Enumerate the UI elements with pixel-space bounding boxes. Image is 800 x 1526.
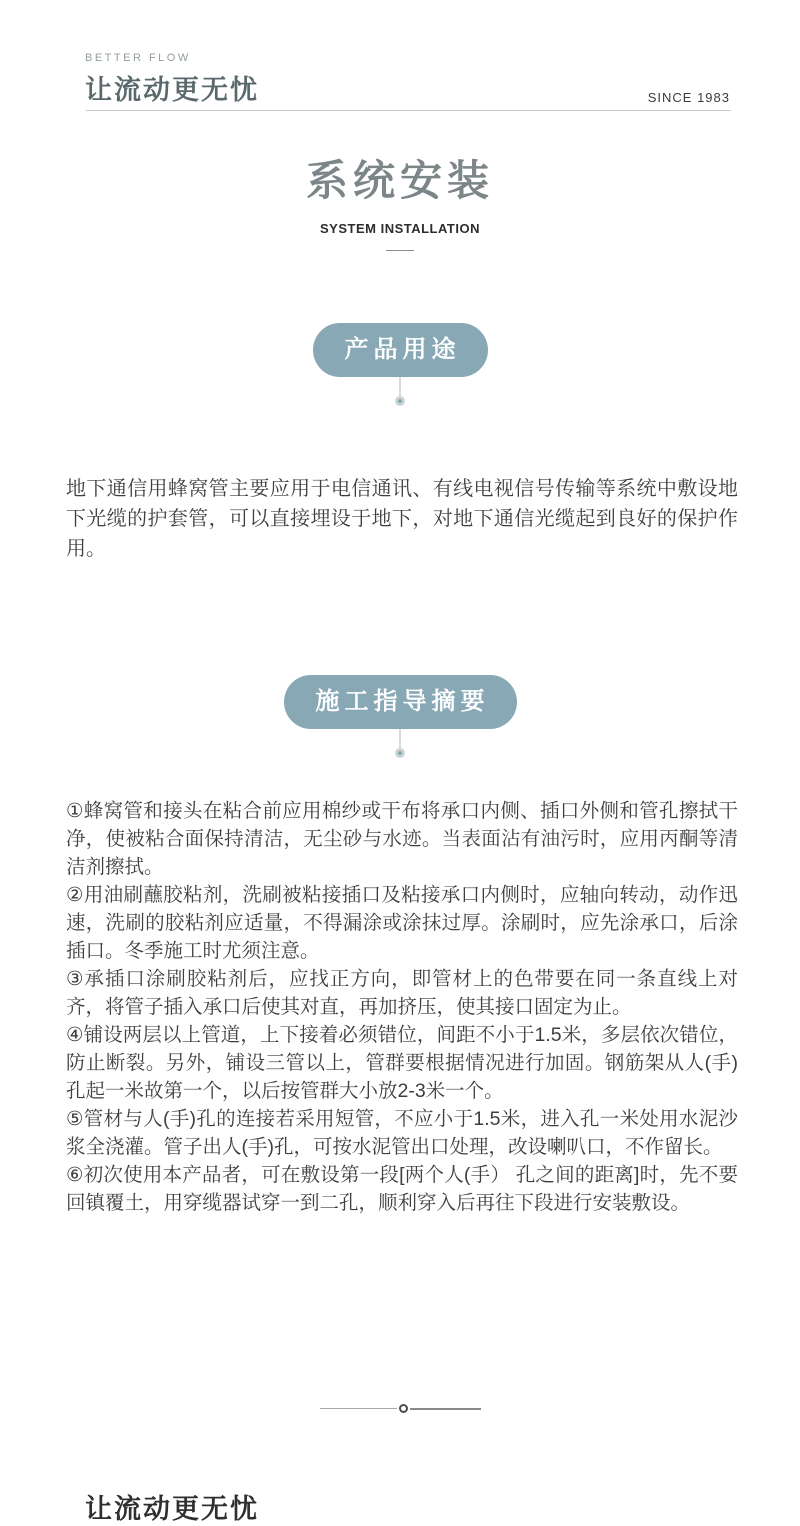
page-subtitle: SYSTEM INSTALLATION — [320, 221, 480, 236]
guidance-item-5: ⑤管材与人(手)孔的连接若采用短管，不应小于1.5米，进入孔一米处用水泥沙浆全浇灌。管子出人(手)孔，可按水泥管出口处理，改设喇叭口，不作留长。 — [66, 1108, 738, 1158]
connector-line — [399, 377, 401, 396]
footer-divider — [0, 1404, 800, 1413]
header-divider-line — [86, 110, 731, 111]
guidance-item-1: ①蜂窝管和接头在粘合前应用棉纱或干布将承口内侧、插口外侧和管孔擦拭干净，使被粘合面保持清洁，无尘砂与水迹。当表面沾有油污时，应用丙酮等清洁剂擦拭。 — [66, 800, 738, 878]
section-connector — [0, 377, 800, 406]
footer-circle-icon — [399, 1404, 408, 1413]
connector-dot-icon — [395, 748, 405, 758]
section-connector — [0, 729, 800, 758]
page-title: 系统安装 — [305, 157, 494, 204]
guidance-list — [66, 797, 738, 1217]
guidance-item-6: ⑥初次使用本产品者，可在敷设第一段[两个人(手） 孔之间的距离]时，先不要回镇覆土，用穿缆器试穿一到二孔，顺利穿入后再往下段进行安装敷设。 — [66, 1164, 738, 1214]
guidance-item-3: ③承插口涂刷胶粘剂后，应找正方向，即管材上的色带要在同一条直线上对齐，将管子插入承口后使其对直，再加挤压，使其接口固定为止。 — [66, 968, 738, 1018]
product-use-badge: 产品用途 — [313, 323, 488, 377]
footer-line-left — [320, 1408, 397, 1409]
title-block — [0, 148, 800, 251]
brand-logo: 让流动更无忧 — [85, 75, 259, 105]
since-label: SINCE 1983 — [647, 90, 730, 105]
section-guidance-header — [0, 675, 800, 758]
header — [85, 52, 730, 107]
footer-line-right — [410, 1408, 481, 1410]
guidance-item-2: ②用油刷蘸胶粘剂，洗刷被粘接插口及粘接承口内侧时，应轴向转动，动作迅速，洗刷的胶粘剂应适量，不得漏涂或涂抹过厚。涂刷时，应先涂承口，后涂插口。冬季施工时尤须注意。 — [66, 884, 738, 962]
title-divider-line — [386, 250, 414, 251]
section-product-use-header — [0, 323, 800, 406]
brand-tagline-en: BETTER FLOW — [85, 52, 191, 64]
guidance-item-4: ④铺设两层以上管道，上下接着必须错位，间距不小于1.5米，多层依次错位，防止断裂。另外，铺设三管以上，管群要根据情况进行加固。钢筋架从人(手)孔起一米故第一个，以后按管群大小放2-3米一个。 — [66, 1024, 738, 1102]
guidance-badge: 施工指导摘要 — [284, 675, 517, 729]
connector-dot-icon — [395, 396, 405, 406]
product-use-paragraph: 地下通信用蜂窝管主要应用于电信通讯、有线电视信号传输等系统中敷设地下光缆的护套管，可以直接埋设于地下，对地下通信光缆起到良好的保护作用。 — [66, 478, 738, 560]
connector-line — [399, 729, 401, 748]
bottom-cut-brand-logo: 让流动更无忧 — [85, 1494, 259, 1524]
